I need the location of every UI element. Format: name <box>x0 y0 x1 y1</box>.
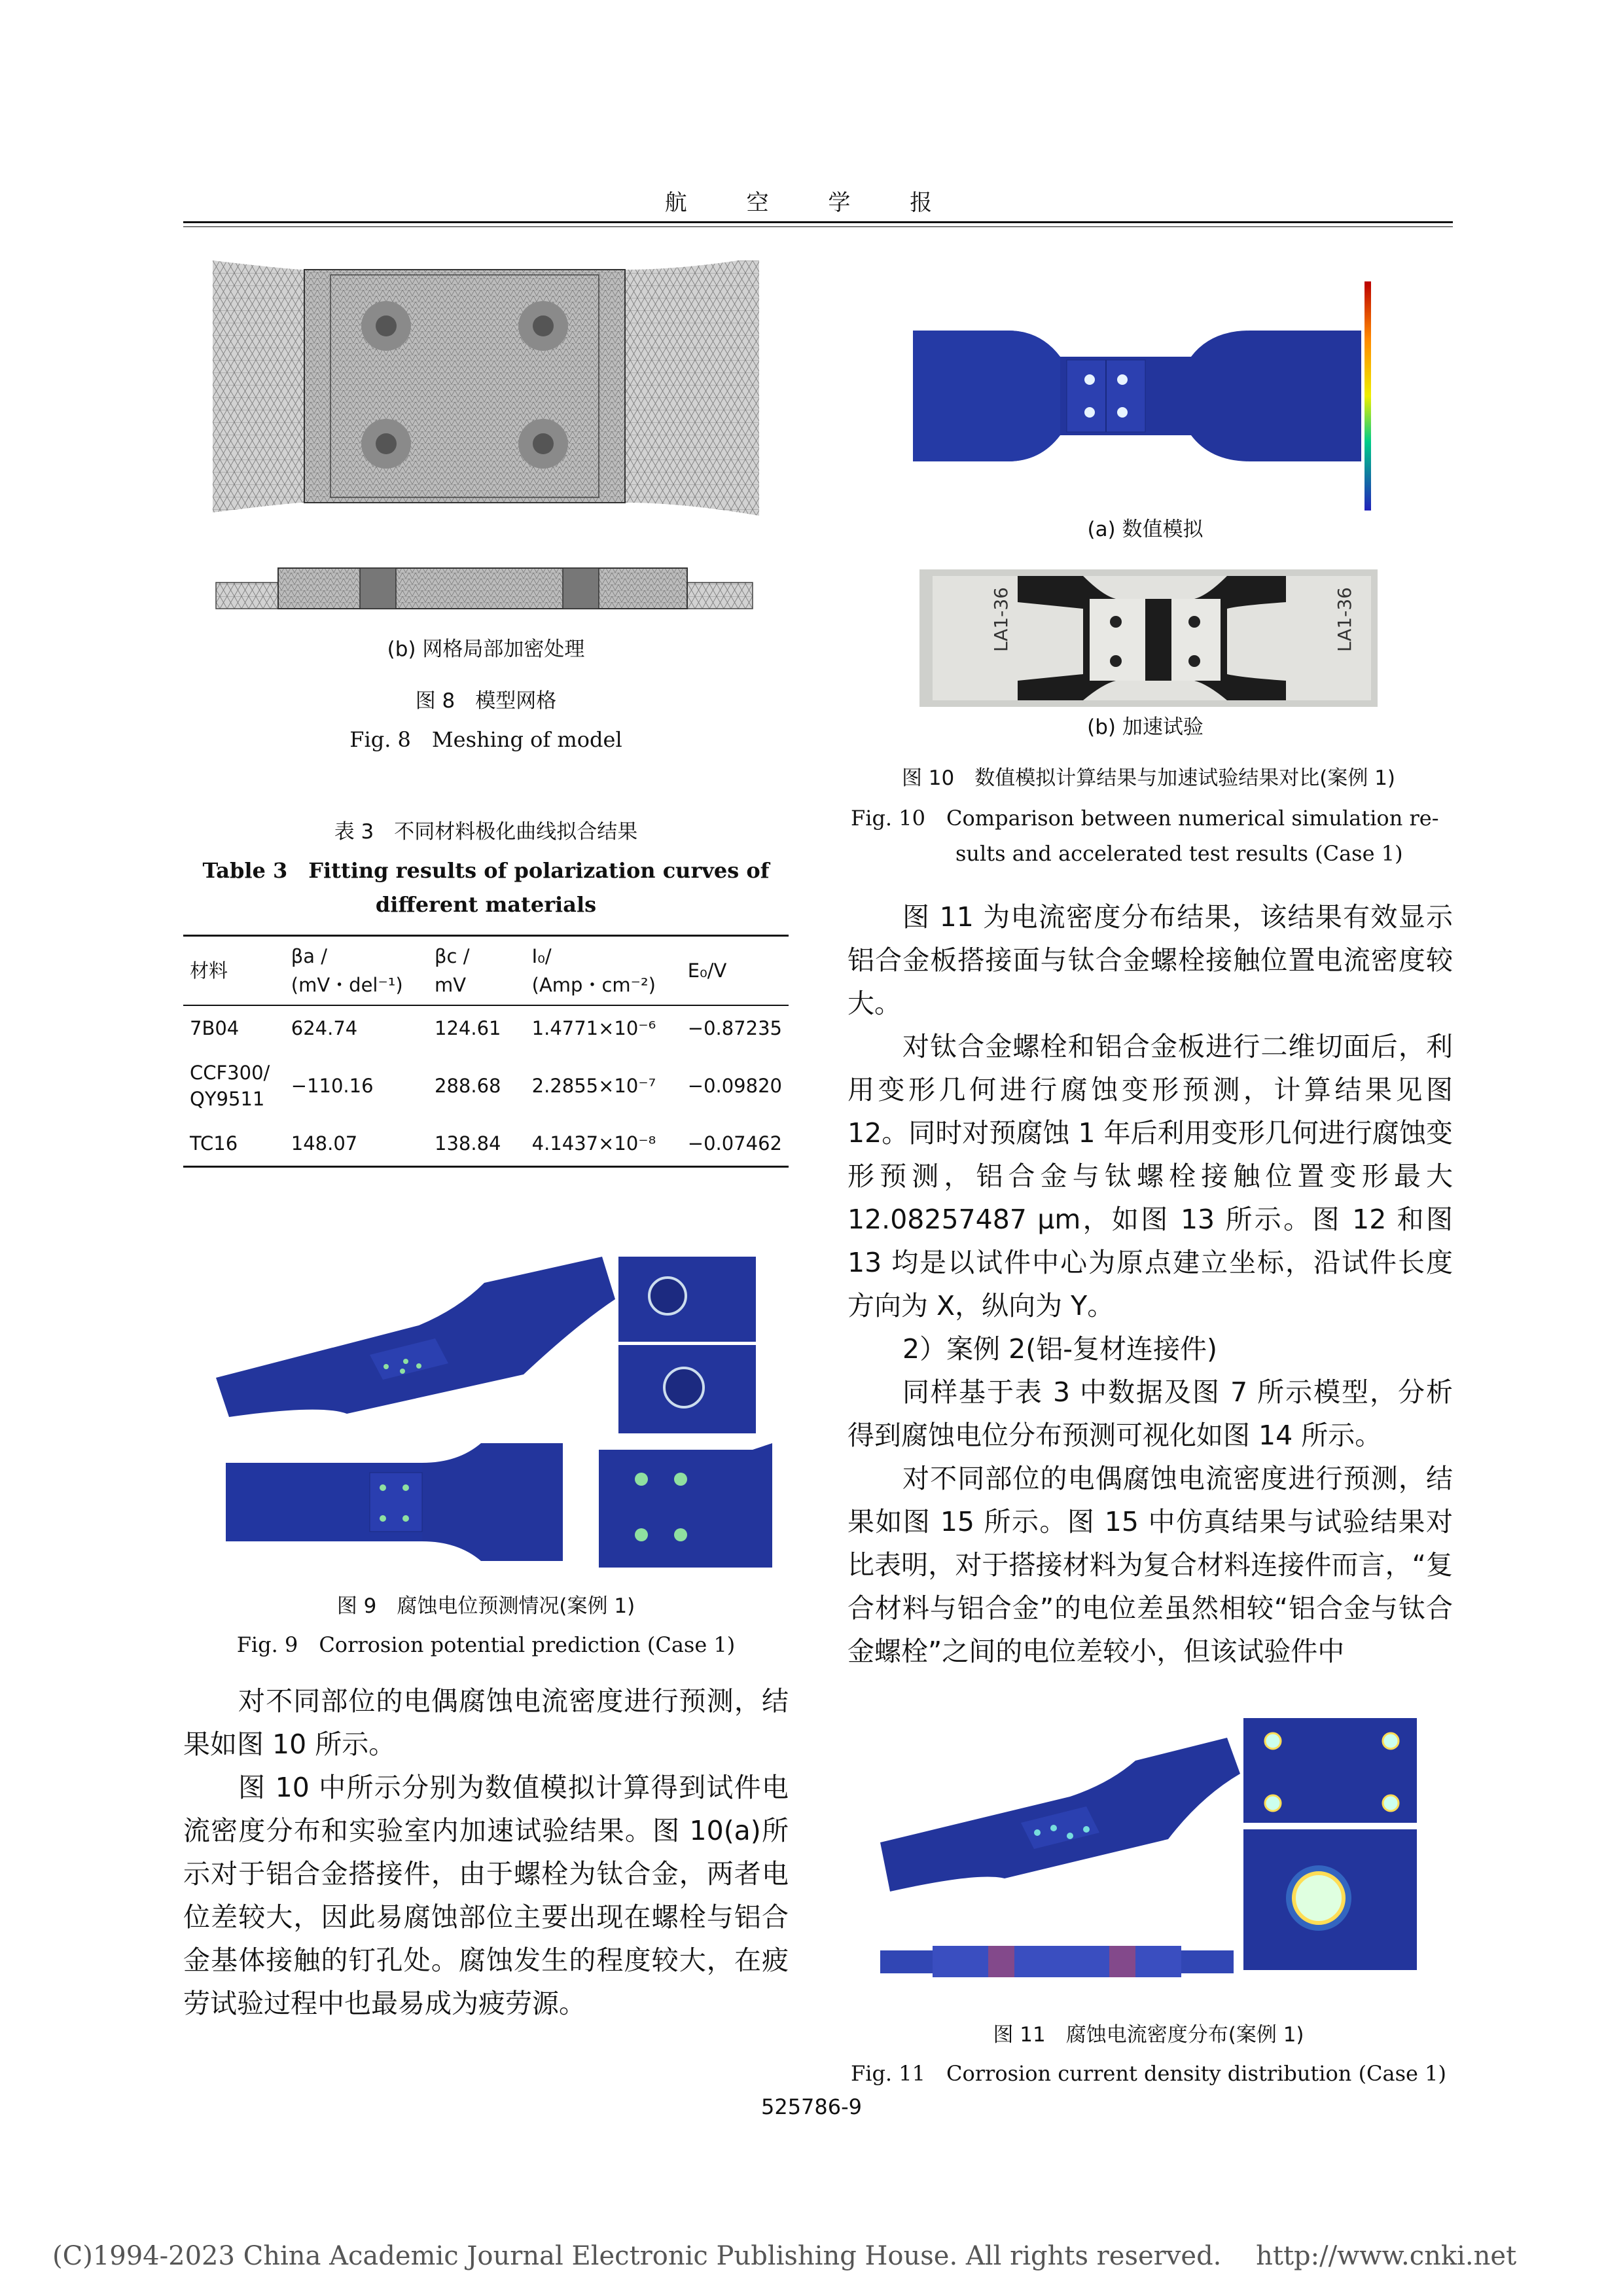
left-body-text <box>183 1679 789 2025</box>
fig8-caption-cn: 图 8 模型网格 <box>415 689 557 713</box>
specimen-label-right: LA1-36 <box>1333 587 1355 652</box>
table-header-cell: 材料 <box>183 937 285 1005</box>
table-row <box>183 1005 789 1050</box>
right-paragraph-3: 2）案例 2(铝-复材连接件) <box>902 1333 1217 1365</box>
table-header-cell: βa / (mV・del⁻¹) <box>285 937 428 1005</box>
right-paragraph-2: 对钛合金螺栓和铝合金板进行二维切面后，利用变形几何进行腐蚀变形预测，计算结果见图 12。同时对预腐蚀 1 年后利用变形几何进行腐蚀变形预测，铝合金与钛螺栓接触位置变形最大 12.08257487 μm，如图 13 所示。图 12 和图 13 均是以试件中心为原点建立坐标，沿试件长度方向为 X，纵向为 Y。 <box>847 1031 1453 1321</box>
left-paragraph-1: 对不同部位的电偶腐蚀电流密度进行预测，结果如图 10 所示。 <box>183 1685 789 1760</box>
fig10a-image <box>910 272 1381 517</box>
right-body-text <box>847 895 1453 1673</box>
fig9-image <box>209 1247 785 1581</box>
fig10-caption-en-1: Fig. 10 Comparison between numerical simulation re- <box>851 806 1439 831</box>
table3-title-cn: 表 3 不同材料极化曲线拟合结果 <box>334 820 638 844</box>
table-cell: 4.1437×10⁻⁸ <box>531 1132 656 1155</box>
fig9-caption-en: Fig. 9 Corrosion potential prediction (Case 1) <box>236 1632 736 1657</box>
copyright-notice: (C)1994-2023 China Academic Journal Electronic Publishing House. All rights reserved. http://www.cnki.net <box>52 2241 1517 2271</box>
right-paragraph-1: 图 11 为电流密度分布结果，该结果有效显示铝合金板搭接面与钛合金螺栓接触位置电流密度较大。 <box>847 901 1453 1019</box>
fig11-caption-cn: 图 11 腐蚀电流密度分布(案例 1) <box>993 2023 1304 2047</box>
mesh-figure <box>213 260 759 627</box>
fig9-caption-cn: 图 9 腐蚀电位预测情况(案例 1) <box>336 1594 635 1618</box>
table-row <box>183 1121 789 1166</box>
fig11-image <box>874 1712 1430 2000</box>
fig10-caption-cn: 图 10 数值模拟计算结果与加速试验结果对比(案例 1) <box>901 766 1396 790</box>
specimen-label-left: LA1-36 <box>990 587 1012 652</box>
table-cell: 2.2855×10⁻⁷ <box>531 1075 656 1097</box>
fig10-sub-b: (b) 加速试验 <box>1087 715 1204 739</box>
table-header-row <box>183 937 789 1005</box>
table-cell: −0.87235 <box>687 1017 782 1039</box>
right-paragraph-4: 同样基于表 3 中数据及图 7 所示模型，分析得到腐蚀电位分布预测可视化如图 14 所示。 <box>847 1376 1453 1451</box>
table-cell: 1.4771×10⁻⁶ <box>531 1017 656 1039</box>
table-cell: 148.07 <box>291 1132 358 1155</box>
table-header-cell: I₀/ (Amp・cm⁻²) <box>526 937 681 1005</box>
table-cell: 7B04 <box>190 1017 240 1039</box>
fig8-caption-en: Fig. 8 Meshing of model <box>349 727 622 752</box>
table-cell: −0.07462 <box>687 1132 782 1155</box>
table-cell: TC16 <box>190 1132 238 1155</box>
table-row <box>183 1050 789 1121</box>
fig10-sub-a: (a) 数值模拟 <box>1087 518 1204 541</box>
table-header-cell: E₀/V <box>681 937 789 1005</box>
table-cell: 624.74 <box>291 1017 358 1039</box>
table-cell: 124.61 <box>435 1017 501 1039</box>
table-cell: 288.68 <box>435 1075 501 1097</box>
corrosion-potential-figure <box>209 1247 785 1581</box>
current-density-distribution <box>874 1712 1430 2000</box>
accelerated-test-photo <box>919 569 1378 707</box>
table-header-cell: βc / mV <box>428 937 526 1005</box>
table-cell: −0.09820 <box>687 1075 782 1097</box>
page-number: 525786-9 <box>760 2094 863 2119</box>
journal-header: 航 空 学 报 <box>664 190 959 216</box>
fig8-image <box>213 260 759 627</box>
fig11-caption-en: Fig. 11 Corrosion current density distribution (Case 1) <box>851 2061 1446 2086</box>
header-rule <box>183 221 1453 223</box>
fig10-caption-en-2: sults and accelerated test results (Case 1) <box>955 841 1403 866</box>
table3-grid <box>183 937 789 1166</box>
left-paragraph-2: 图 10 中所示分别为数值模拟计算得到试件电流密度分布和实验室内加速试验结果。图 10(a)所示对于铝合金搭接件，由于螺栓为钛合金，两者电位差较大，因此易腐蚀部位主要出现在螺栓与铝合金基体接触的钉孔处。腐蚀发生的程度较大，在疲劳试验过程中也最易成为疲劳源。 <box>183 1772 789 2019</box>
table-cell: 138.84 <box>435 1132 501 1155</box>
header-rule-thin <box>183 226 1453 227</box>
table3-title-en-1: Table 3 Fitting results of polarization curves of <box>202 858 770 883</box>
table-cell: CCF300/ QY9511 <box>190 1062 270 1110</box>
table3-title-en-2: different materials <box>375 892 597 917</box>
fig8-sub-b: (b) 网格局部加密处理 <box>387 637 585 661</box>
right-paragraph-5: 对不同部位的电偶腐蚀电流密度进行预测，结果如图 15 所示。图 15 中仿真结果与试验结果对比表明，对于搭接材料为复合材料连接件而言，“复合材料与铝合金”的电位差虽然相较“铝合金与钛合金螺栓”之间的电位差较小，但该试验件中 <box>847 1463 1453 1667</box>
table-cell: −110.16 <box>291 1075 374 1097</box>
table3 <box>183 935 789 1168</box>
fig10b-image <box>919 569 1378 707</box>
current-density-simulation <box>910 272 1381 517</box>
